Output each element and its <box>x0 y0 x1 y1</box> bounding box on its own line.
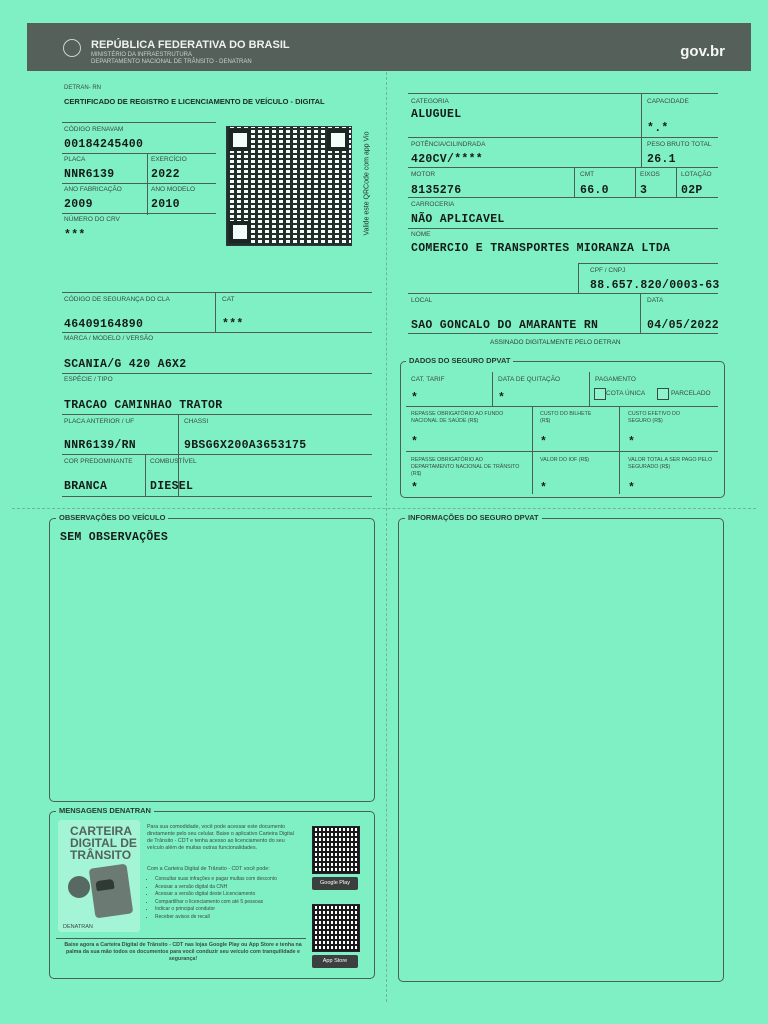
info-dpvat-title: INFORMAÇÕES DO SEGURO DPVAT <box>405 513 542 522</box>
list-item: • Compartilhar o licenciamento com até 5 pessoas <box>155 899 315 907</box>
coat-of-arms-icon <box>63 39 81 57</box>
list-item: • Acessar a versão digital da CNH <box>155 884 315 892</box>
categoria-value: ALUGUEL <box>411 108 462 121</box>
especie-label: ESPÉCIE / TIPO <box>64 376 113 383</box>
phone-icon <box>89 864 134 919</box>
parcelado-checkbox[interactable] <box>657 388 669 400</box>
repasse-denatran-label: REPASSE OBRIGATÓRIO AO DEPARTAMENTO NACIONAL DE TRÂNSITO (R$) <box>411 457 520 477</box>
cat-label: CAT <box>222 296 235 303</box>
data-value: 04/05/2022 <box>647 319 720 332</box>
ano-modelo-value: 2010 <box>151 198 180 211</box>
qr-code-app-store[interactable] <box>312 904 360 952</box>
iof-value: * <box>540 482 548 495</box>
placa-value: NNR6139 <box>64 168 115 181</box>
quitacao-label: DATA DE QUITAÇÃO <box>498 376 561 383</box>
govbr-logo: gov.br <box>680 43 725 60</box>
cor-label: COR PREDOMINANTE <box>64 458 133 465</box>
ano-fabricacao-value: 2009 <box>64 198 93 211</box>
cota-unica-label: COTA ÚNICA <box>606 390 646 397</box>
crv-label: NÚMERO DO CRV <box>64 216 120 223</box>
denatran-logo: DENATRAN <box>63 924 93 930</box>
carroceria-value: NÃO APLICAVEL <box>411 213 505 226</box>
app-store-label: App Store <box>322 958 348 964</box>
cpf-value: 88.657.820/0003-63 <box>590 279 720 292</box>
qr-caption: Valide este QRCode com app Vio <box>363 131 371 236</box>
data-label: DATA <box>647 297 664 304</box>
repasse-sus-value: * <box>411 436 419 449</box>
document-title: CERTIFICADO DE REGISTRO E LICENCIAMENTO DE VEÍCULO - DIGITAL <box>64 97 325 106</box>
dpvat-title: DADOS DO SEGURO DPVAT <box>406 356 513 365</box>
renavam-label: CÓDIGO RENAVAM <box>64 126 124 133</box>
assinado-text: ASSINADO DIGITALMENTE PELO DETRAN <box>490 339 621 346</box>
department-text: DEPARTAMENTO NACIONAL DE TRÂNSITO - DENATRAN <box>91 59 252 65</box>
google-play-label: Google Play <box>320 880 350 886</box>
placa-anterior-label: PLACA ANTERIOR / UF <box>64 418 135 425</box>
cpf-label: CPF / CNPJ <box>590 267 626 274</box>
categoria-label: CATEGORIA <box>411 98 449 105</box>
mensagens-title: MENSAGENS DENATRAN <box>56 806 154 815</box>
motor-label: MOTOR <box>411 171 436 178</box>
repasse-sus-label: REPASSE OBRIGATÓRIO AO FUNDO NACIONAL DE SAÚDE (R$) <box>411 411 504 424</box>
quitacao-value: * <box>498 392 506 405</box>
custo-bilhete-label: CUSTO DO BILHETE (R$) <box>540 411 592 424</box>
list-item: • Receber avisos de recall <box>155 914 315 922</box>
crv-value: *** <box>64 229 86 242</box>
marca-label: MARCA / MODELO / VERSÃO <box>64 335 154 342</box>
nome-value: COMERCIO E TRANSPORTES MIORANZA LTDA <box>411 242 671 255</box>
google-play-badge[interactable] <box>312 877 358 890</box>
combustivel-label: COMBUSTÍVEL <box>150 458 197 465</box>
cota-unica-checkbox[interactable] <box>594 388 606 400</box>
especie-value: TRACAO CAMINHAO TRATOR <box>64 399 223 412</box>
msg-bullet-list <box>147 876 315 921</box>
fold-line-horizontal <box>12 508 756 509</box>
ano-modelo-label: ANO MODELO <box>151 186 196 193</box>
custo-bilhete-value: * <box>540 436 548 449</box>
cla-value: 46409164890 <box>64 318 144 331</box>
cmt-value: 66.0 <box>580 184 609 197</box>
local-label: LOCAL <box>411 297 433 304</box>
republic-title: REPÚBLICA FEDERATIVA DO BRASIL <box>91 39 290 51</box>
nome-label: NOME <box>411 231 431 238</box>
list-item: • Consultar suas infrações e pagar multas com desconto <box>155 876 315 884</box>
cmt-label: CMT <box>580 171 595 178</box>
cla-label: CÓDIGO DE SEGURANÇA DO CLA <box>64 296 170 303</box>
observacoes-text: SEM OBSERVAÇÕES <box>60 531 169 544</box>
iof-label: VALOR DO IOF (R$) <box>540 457 590 463</box>
eixos-label: EIXOS <box>640 171 660 178</box>
total-label: VALOR TOTAL A SER PAGO PELO SEGURADO (R$) <box>628 457 713 470</box>
total-value: * <box>628 482 636 495</box>
cdt-title-1: CARTEIRA <box>70 824 132 838</box>
motor-value: 8135276 <box>411 184 462 197</box>
detran-label: DETRAN- RN <box>64 85 101 91</box>
cat-tarif-value: * <box>411 392 419 405</box>
cat-tarif-label: CAT. TARIF <box>411 376 445 383</box>
capacidade-value: *.* <box>647 122 669 135</box>
fold-line-vertical <box>386 72 387 1002</box>
chassi-value: 9BSG6X200A3653175 <box>184 439 307 452</box>
peso-value: 26.1 <box>647 153 676 166</box>
pagamento-label: PAGAMENTO <box>595 376 636 383</box>
custo-efetivo-label: CUSTO EFETIVO DO SEGURO (R$) <box>628 411 680 424</box>
exercicio-value: 2022 <box>151 168 180 181</box>
parcelado-label: PARCELADO <box>671 390 711 397</box>
app-store-badge[interactable] <box>312 955 358 968</box>
list-item: • Indicar o principal condutor <box>155 906 315 914</box>
observacoes-box <box>49 518 375 802</box>
combustivel-value: DIESEL <box>150 480 194 493</box>
user-icon <box>68 876 90 898</box>
custo-efetivo-value: * <box>628 436 636 449</box>
exercicio-label: EXERCÍCIO <box>151 156 187 163</box>
capacidade-label: CAPACIDADE <box>647 98 689 105</box>
placa-label: PLACA <box>64 156 86 163</box>
cdt-title-3: TRÂNSITO <box>70 848 132 862</box>
lotacao-value: 02P <box>681 184 703 197</box>
carroceria-label: CARROCERIA <box>411 201 455 208</box>
repasse-denatran-value: * <box>411 482 419 495</box>
qr-code[interactable] <box>226 126 352 246</box>
eixos-value: 3 <box>640 184 648 197</box>
info-dpvat-box <box>398 518 724 982</box>
msg-paragraph-2: Com a Carteira Digital de Trânsito - CDT você pode: <box>147 866 270 872</box>
local-value: SAO GONCALO DO AMARANTE RN <box>411 319 599 332</box>
marca-value: SCANIA/G 420 A6X2 <box>64 358 187 371</box>
ministry-text: MINISTÉRIO DA INFRAESTRUTURA <box>91 52 193 58</box>
list-item: • Acessar a versão digital deste Licenciamento <box>155 891 315 899</box>
header-bar <box>27 23 751 71</box>
chassi-label: CHASSI <box>184 418 209 425</box>
cdt-title-2: DIGITAL DE <box>70 836 137 850</box>
cor-value: BRANCA <box>64 480 108 493</box>
lotacao-label: LOTAÇÃO <box>681 171 712 178</box>
cat-value: *** <box>222 318 244 331</box>
renavam-value: 00184245400 <box>64 138 144 151</box>
msg-paragraph-1: Para sua comodidade, você pode acessar este documento diretamente pelo seu celular. Baixe o aplicativo Carteira Digital de Trânsito - CDT e tenha acesso ao licenciamento do seu veículo além de muitas outras funcionalidades. <box>147 824 294 851</box>
peso-label: PESO BRUTO TOTAL <box>647 141 712 148</box>
potencia-label: POTÊNCIA/CILINDRADA <box>411 141 486 148</box>
observacoes-title: OBSERVAÇÕES DO VEÍCULO <box>56 513 168 522</box>
potencia-value: 420CV/**** <box>411 153 484 166</box>
qr-code-google-play[interactable] <box>312 826 360 874</box>
msg-footer: Baixe agora a Carteira Digital de Trânsito - CDT nas lojas Google Play ou App Store e tenha na palma da sua mão todos os documentos para você conduzir seu veículo com tranquilidade e segurança! <box>64 942 302 962</box>
placa-anterior-value: NNR6139/RN <box>64 439 137 452</box>
ano-fabricacao-label: ANO FABRICAÇÃO <box>64 186 122 193</box>
